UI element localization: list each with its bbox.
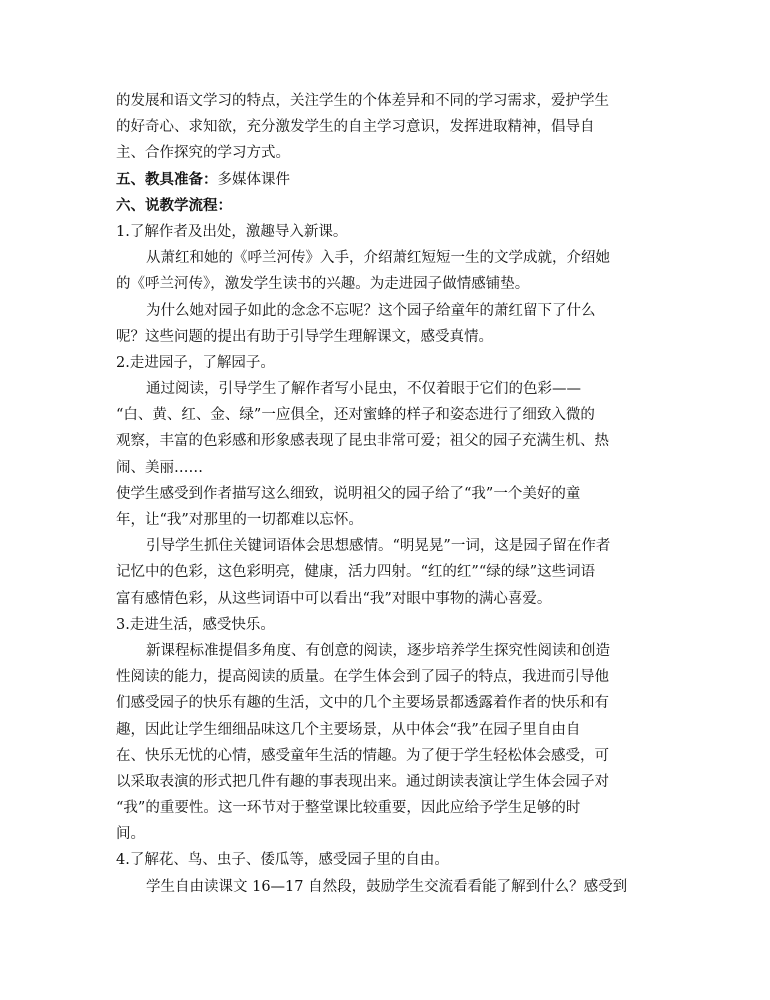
document-body [116,88,656,900]
section-heading-5-label: 五、教具准备： [116,170,218,188]
step-heading-1: 1.了解作者及出处，激趣导入新课。 [116,223,348,240]
paragraph-line: 为什么她对园子如此的念念不忘呢？这个园子给童年的萧红留下了什么 [146,302,596,319]
step-heading-3: 3.走进生活，感受快乐。 [116,616,275,633]
paragraph-line: 趣，因此让学生细细品味这几个主要场景，从中体会“我”在园子里自由自 [116,721,581,738]
paragraph-line: 通过阅读，引导学生了解作者写小昆虫，不仅着眼于它们的色彩—— [146,381,581,398]
step-heading-4: 4.了解花、鸟、虫子、倭瓜等，感受园子里的自由。 [116,852,449,869]
section-heading-5 [116,167,656,193]
paragraph-line: 富有感情色彩，从这些词语中可以看出“我”对眼中事物的满心喜爱。 [116,590,552,607]
paragraph-line: 观察，丰富的色彩感和形象感表现了昆虫非常可爱；祖父的园子充满生机、热 [116,433,609,450]
paragraph-line: 的《呼兰河传》，激发学生读书的兴趣。为走进园子做情感铺垫。 [116,276,530,293]
paragraph-line: 新课程标准提倡多角度、有创意的阅读，逐步培养学生探究性阅读和创造 [146,642,610,659]
section-heading-5-value: 多媒体课件 [217,171,290,188]
paragraph-line: 的好奇心、求知欲，充分激发学生的自主学习意识，发挥进取精神，倡导自 [116,119,595,136]
paragraph-line: 闹、美丽…… [116,459,203,476]
paragraph-line: 性阅读的能力，提高阅读的质量。在学生体会到了园子的特点，我进而引导他 [116,669,609,686]
paragraph-line: 间。 [116,826,145,843]
paragraph-line: 以采取表演的形式把几件有趣的事表现出来。通过朗读表演让学生体会园子对 [116,773,609,790]
paragraph-line: 引导学生抓住关键词语体会思想感情。“明晃晃”一词，这是园子留在作者 [146,538,611,555]
paragraph-line: 的发展和语文学习的特点，关注学生的个体差异和不同的学习需求，爱护学生 [116,93,609,109]
paragraph-line: “我”的重要性。这一环节对于整堂课比较重要，因此应给予学生足够的时 [116,800,581,817]
step-heading-2: 2.走进园子，了解园子。 [116,354,275,371]
paragraph-line: 们感受园子的快乐有趣的生活，文中的几个主要场景都透露着作者的快乐和有 [116,695,609,712]
paragraph-line: 主、合作探究的学习方式。 [116,145,290,162]
paragraph-line: 在、快乐无忧的心情，感受童年生活的情趣。为了便于学生轻松体会感受，可 [116,747,609,764]
paragraph-line: “白、黄、红、金、绿”一应俱全，还对蜜蜂的样子和姿态进行了细致入微的 [116,407,595,424]
paragraph-line: 使学生感受到作者描写这么细致，说明祖父的园子给了“我”一个美好的童 [116,485,581,502]
section-heading-6: 六、说教学流程： [116,196,232,214]
paragraph-line: 记忆中的色彩，这色彩明亮，健康，活力四射。“红的红”“绿的绿”这些词语 [116,564,596,581]
paragraph-line: 呢？这些问题的提出有助于引导学生理解课文，感受真情。 [116,328,493,345]
paragraph-line: 学生自由读课文 16—17 自然段，鼓励学生交流看看能了解到什么？感受到 [146,878,628,895]
paragraph-line: 年，让“我”对那里的一切都难以忘怀。 [116,512,363,528]
paragraph-line: 从萧红和她的《呼兰河传》入手，介绍萧红短短一生的文学成就，介绍她 [146,250,610,267]
